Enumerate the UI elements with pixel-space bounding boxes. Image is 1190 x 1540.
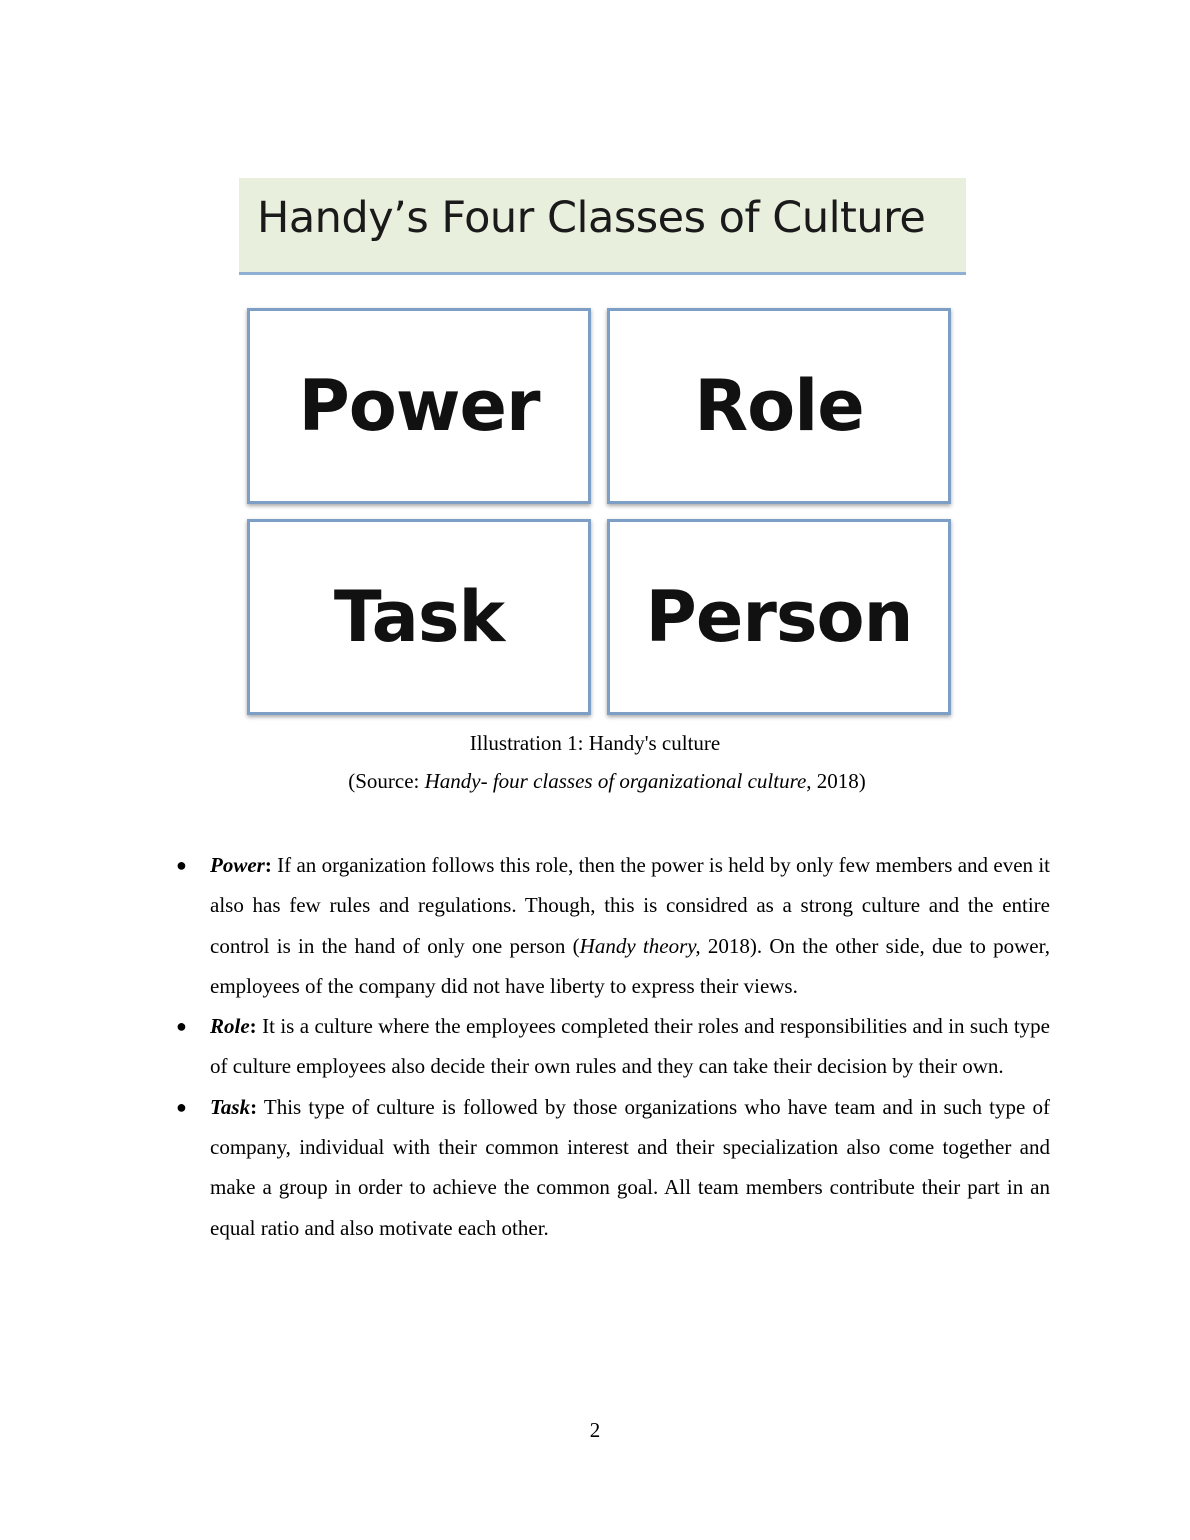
culture-bullet-list — [170, 845, 1050, 1248]
source-prefix: (Source: — [348, 769, 425, 793]
figure-source — [12, 769, 1190, 794]
item-text: If an organization follows this role, then the power is held by only few members and even it also has few rules and regulations. Though, this is considred as a strong culture and the entire control is in the hand of only one person ( — [210, 853, 1050, 958]
bullet-icon: ● — [176, 1016, 187, 1037]
source-title: Handy- four classes of organizational culture — [424, 769, 807, 793]
term-label: Role — [210, 1014, 250, 1039]
figure-title: Handy’s Four Classes of Culture — [239, 178, 966, 275]
source-suffix: , 2018) — [806, 769, 866, 793]
handy-culture-figure — [239, 178, 966, 723]
box-person: Person — [607, 519, 951, 715]
list-item-power: ● Power: If an organization follows this role, then the power is held by only few members and even it also has few rules and regulations. Though, this is considred as a strong culture and the entire control is in the hand of only one person (Handy theory, 2018). On the other side, due to power, employees of the company did not have liberty to express their views. — [170, 845, 1050, 1006]
term-label: Task — [210, 1094, 251, 1119]
item-text-after: 2018). On the other side, due to power, employees of the company did not have liberty to express their views. — [210, 933, 1050, 998]
list-item-task: ● Task: This type of culture is followed by those organizations who have team and in such type of company, individual with their common interest and their specialization also come together and make a group in order to achieve the common goal. All team members contribute their part in an equal ratio and also motivate each other. — [170, 1087, 1050, 1248]
item-text: This type of culture is followed by those organizations who have team and in such type of company, individual with their common interest and their specialization also come together and make a group in order to achieve the common goal. All team members contribute their part in an equal ratio and also motivate each other. — [210, 1094, 1050, 1240]
bullet-icon: ● — [176, 855, 187, 875]
item-text: It is a culture where the employees completed their roles and responsibilities and in such type of culture employees also decide their own rules and they can take their decision by their own. — [210, 1014, 1050, 1079]
term-label: Power — [210, 853, 265, 877]
figure-caption: Illustration 1: Handy's culture — [469, 731, 721, 755]
bullet-icon: ● — [176, 1096, 187, 1117]
box-power: Power — [247, 308, 591, 504]
box-task: Task — [247, 519, 591, 715]
list-item-role: ● Role: It is a culture where the employees completed their roles and responsibilities and in such type of culture employees also decide their own rules and they can take their decision by their own. — [170, 1006, 1050, 1087]
page-number: 2 — [589, 1418, 601, 1442]
box-role: Role — [607, 308, 951, 504]
item-citation: Handy theory, — [579, 933, 701, 958]
